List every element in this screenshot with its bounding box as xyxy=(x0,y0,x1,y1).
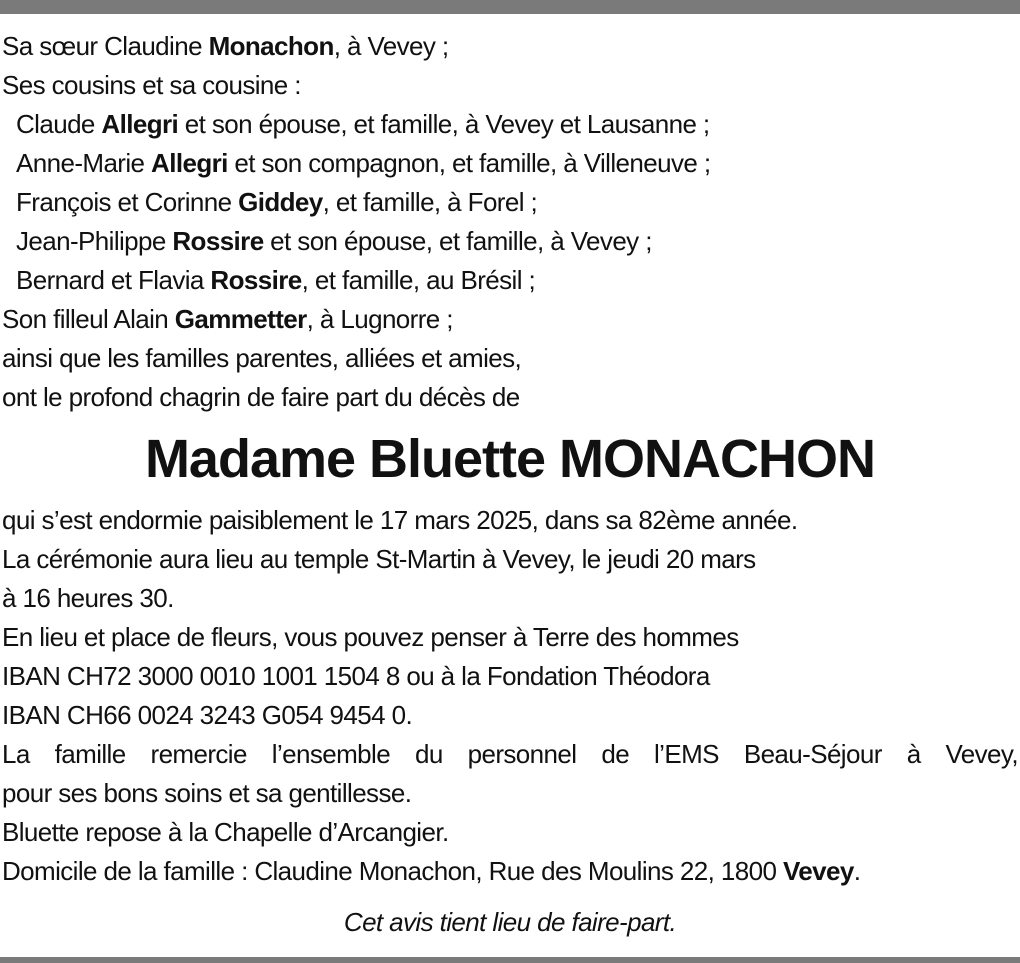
deceased-name: Madame Bluette MONACHON xyxy=(144,429,876,489)
family-line: Bernard et Flavia Rossire, et famille, au Brésil ; xyxy=(16,265,536,295)
obituary-notice xyxy=(2,27,1018,942)
family-line: Son filleul Alain Gammetter, à Lugnorre ; xyxy=(2,304,453,334)
top-rule xyxy=(0,0,1020,14)
detail-line: La famille remercie l’ensemble du personnel de l’EMS Beau-Séjour à Vevey, xyxy=(2,739,1018,769)
family-line: Ses cousins et sa cousine : xyxy=(2,70,301,100)
family-line: ont le profond chagrin de faire part du décès de xyxy=(2,382,520,412)
family-line: Claude Allegri et son épouse, et famille, à Vevey et Lausanne ; xyxy=(16,109,710,139)
detail-line: IBAN CH72 3000 0010 1001 1504 8 ou à la Fondation Théodora xyxy=(2,661,710,691)
detail-line: Bluette repose à la Chapelle d’Arcangier. xyxy=(2,817,449,847)
detail-line: qui s’est endormie paisiblement le 17 mars 2025, dans sa 82ème année. xyxy=(2,505,798,535)
bottom-rule xyxy=(0,957,1020,963)
detail-line: En lieu et place de fleurs, vous pouvez penser à Terre des hommes xyxy=(2,622,739,652)
domicile-line: Domicile de la famille : Claudine Monachon, Rue des Moulins 22, 1800 Vevey. xyxy=(2,856,861,886)
family-line: Anne-Marie Allegri et son compagnon, et famille, à Villeneuve ; xyxy=(16,148,711,178)
detail-line: La cérémonie aura lieu au temple St-Martin à Vevey, le jeudi 20 mars xyxy=(2,544,756,574)
family-line: Jean-Philippe Rossire et son épouse, et famille, à Vevey ; xyxy=(16,226,652,256)
family-line: Sa sœur Claudine Monachon, à Vevey ; xyxy=(2,31,449,61)
family-line: ainsi que les familles parentes, alliées et amies, xyxy=(2,343,522,373)
detail-line: IBAN CH66 0024 3243 G054 9454 0. xyxy=(2,700,413,730)
detail-line: à 16 heures 30. xyxy=(2,583,174,613)
family-line: François et Corinne Giddey, et famille, à Forel ; xyxy=(16,187,538,217)
footer-note: Cet avis tient lieu de faire-part. xyxy=(343,907,677,937)
detail-line: pour ses bons soins et sa gentillesse. xyxy=(2,778,412,808)
